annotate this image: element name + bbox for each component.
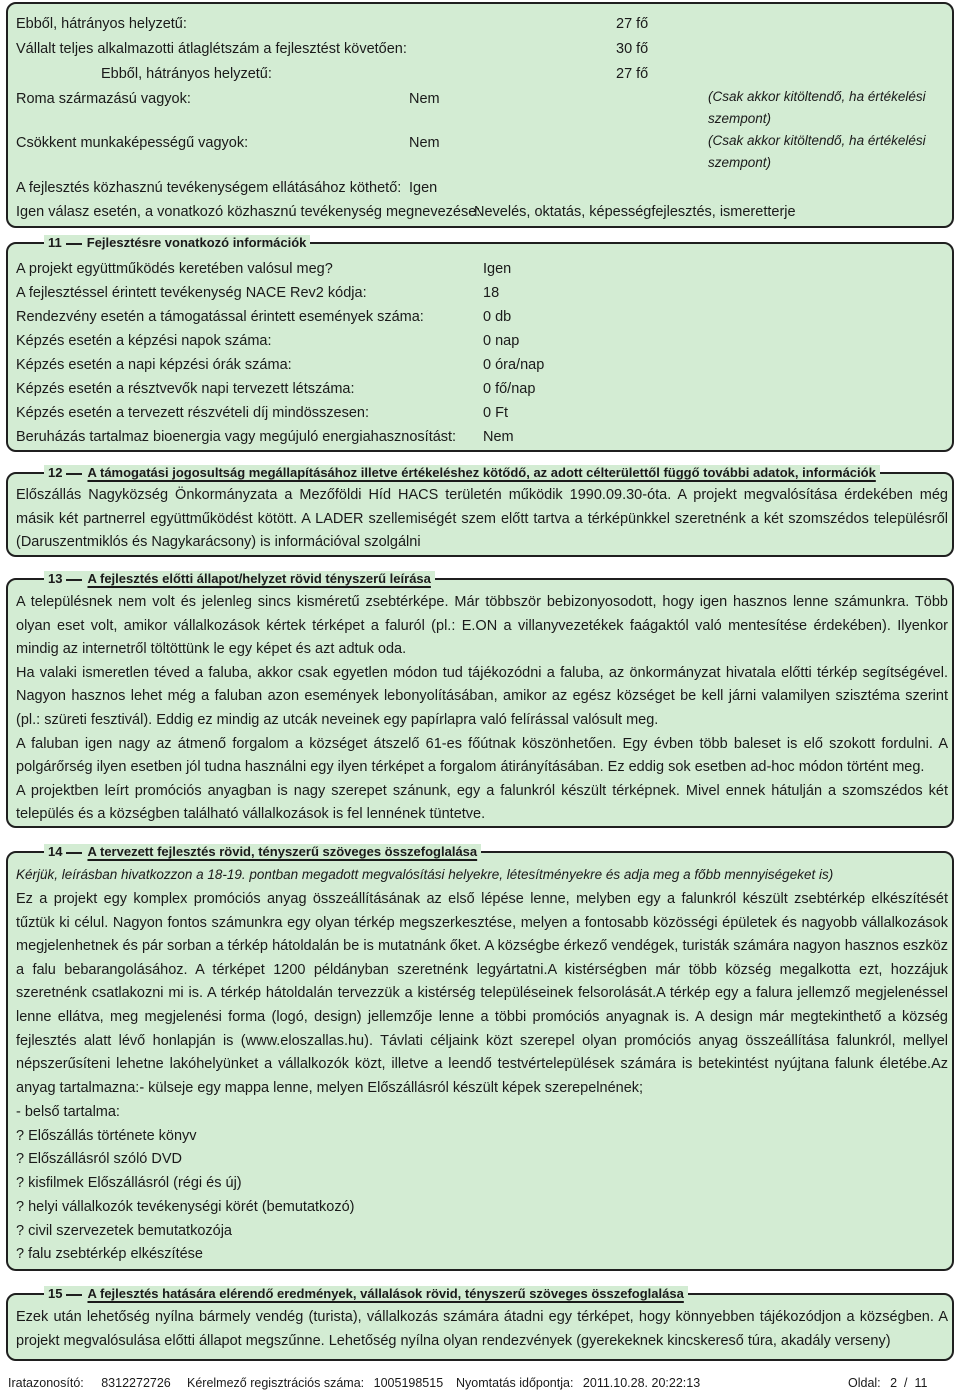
s11-row-value: Igen [483,261,512,277]
section-13-paragraph: A településnek nem volt és jelenleg sincs kisméretű zsebtérképe. Már többször bebizonyosodott, hogy igen hasznos lenne számunkra. Több olyan eset volt, amikor vállalkozások kértek térképet a faluról (pl.: E.ON a villanyvezetékek faágaktól való mentesítése érdekében). Ilyenkor mindig az internetről töltöttünk le egy képet és azt adtuk oda. [16,594,948,658]
section-13-paragraph: Ha valaki ismeretlen téved a faluba, akkor csak egyetlen módon tud tájékozódni a faluba, az önkormányzat hivatala előtti térkép segítségével. Nagyon hasznos lehet még a faluban azon események lebonyolításában, amikor az egész községet be kell járni valamilyen szisztéma szerint (pl.: szüreti fesztivál). Eddig ez mindig az utcák neveinek egy papírlapra való felírással valósult meg. [16,664,948,728]
section-13-box [6,571,954,828]
list-item: ? kisfilmek Előszállásról (régi és új) [16,1175,242,1192]
row-headcount-label: Vállalt teljes alkalmazotti átlaglétszám a fejlesztést követően: [16,41,407,57]
section-12-title: A támogatási jogosultság megállapításához illetve értékeléshez kötődő, az adott célterülettől függő további adatok, információk [87,465,876,480]
s11-row-value: 0 óra/nap [483,357,545,373]
list-item: - belső tartalma: [16,1104,120,1120]
section-12-text: Előszállás Nagyközség Önkormányzata a Mezőföldi Híd HACS területén működik 1990.09.30-óta. A projekt megvalósítása érdekében még másik két partnerrel együttműködést kötött. A LADER szellemiségét szem előtt tartva a térképünkkel szeretnénk a két szomszédos településről (Daruszentmiklós és Nagykarácsony) is információval szolgálni [16,487,948,551]
footer-doc-id-value: 8312272726 [101,1376,171,1390]
footer-registration-value: 1005198515 [373,1376,444,1390]
public-activity-label: Igen válasz esetén, a vonatkozó közhasznú tevékenység megnevezése: [16,204,481,220]
section-13-body [16,591,948,827]
s11-row-label: Képzés esetén a résztvevők napi tervezett létszáma: [16,381,355,397]
row-disadvantaged-1-label: Ebből, hátrányos helyzetű: [16,16,187,32]
section-14-instruction: Kérjük, leírásban hivatkozzon a 18-19. pontban megadott megvalósítási helyekre, létesítményekre és adja meg a főbb mennyiségeket is) [16,867,834,882]
row-disadvantaged-1-value: 27 fő [616,16,649,32]
list-item: ? civil szervezetek bemutatkozója [16,1222,232,1239]
heading-dash [66,579,82,581]
footer-page [848,1376,927,1390]
section-15-title: A fejlesztés hatására elérendő eredmények, vállalások rövid, tényszerű szöveges összefoglalása [87,1286,684,1301]
roma-label: Roma származású vagyok: [16,91,191,107]
list-item: ? Előszállás története könyv [16,1127,197,1144]
heading-dash [66,1294,82,1296]
s11-row-value: 0 Ft [483,405,508,421]
section-12-heading [44,465,880,481]
s11-row-value: 0 nap [483,333,520,349]
section-14-heading [44,844,481,860]
footer-registration-label: Kérelmező regisztrációs száma: [187,1376,365,1390]
row-disadvantaged-2-value: 27 fő [616,66,649,82]
public-benefit-value: Igen [409,180,438,196]
section-15-text: Ezek után lehetőség nyílna bármely vendég (turista), vállalkozás számára átadni egy térképet, hogy könnyebben tájékozódjon a községben. A projekt megvalósulása előtti állapot megszűnne. Lehetőség nyílna olyan rendezvények (gyerekeknek kincskereső túra, akadály verseny) [16,1309,948,1349]
section-14-title: A tervezett fejlesztés rövid, tényszerű szöveges összefoglalása [87,844,478,859]
s11-row-label: A fejlesztéssel érintett tevékenység NACE Rev2 kódja: [16,285,367,301]
section-13-heading [44,571,435,587]
heading-dash [66,852,82,854]
list-item: ? helyi vállalkozók tevékenységi körét (bemutatkozó) [16,1198,355,1215]
disabled-note-line1: (Csak akkor kitöltendő, ha értékelési [708,133,926,148]
s11-row-value: 0 fő/nap [483,381,536,397]
heading-dash [66,473,82,475]
roma-value: Nem [409,91,440,107]
section-11-number: 11 [48,235,62,250]
section-11-title: Fejlesztésre vonatkozó információk [86,235,307,250]
section-14-list [16,1101,355,1267]
section-14-box [6,844,954,1271]
section-13-paragraph: A projektben leírt promóciós anyagban is nagy szerepet szánunk, egy a falunkról készült térképnek. Mivel ennek hátulján a szomszédos két település és a községben található vállalkozások is fel lennének tüntetve. [16,782,948,823]
s11-row-label: Rendezvény esetén a támogatással érintett események száma: [16,309,424,325]
footer-page-value: 2 / 11 [890,1376,928,1390]
section-13-title: A fejlesztés előtti állapot/helyzet rövid tényszerű leírása [87,571,431,586]
section-14-number: 14 [48,844,63,859]
footer-print-time [456,1376,700,1390]
list-item: ? Előszállásról szóló DVD [16,1151,183,1168]
s11-row-value: 18 [483,285,500,301]
top-section-box [6,2,954,228]
public-activity-value: Nevelés, oktatás, képességfejlesztés, ismeretterje [474,204,796,220]
heading-dash [66,243,82,245]
section-14-paragraph: Ez a projekt egy komplex promóciós anyag összeállításának az első lépése lenne, melyben egy a falunkról készült zsebtérkép elkészítését tűztük ki célul. Nagyon fontos számunkra egy olyan térkép megszerkesztése, melyen a fontosabb közösségi épületek és nagyobb vállalkozások megjelenhetnek és pár sorban a térkép hátoldalán be is mutatnánk őket. A községbe érkező vendégek, turisták számára nagyon hasznos eszköz a falu bebarangolásához. A térképet 1200 példányban szeretnénk legyártatni.A kistérségben már több község megalkotta ezt, hozzájuk szeretnénk csatlakozni mi is. A térkép hátoldalán tervezzük a kistérség településeinek felsorolását.A térkép egy a falura jellemző megjelenéssel lenne ellátva, meg megjelenési forma (logó, design) jellemzője lenne a többi promóciós anyagnak is. A design már megtekinthető a község fejlesztés alatt lévő honlapján is (www.eloszallas.hu). Távlati céljaink közt szerepel olyan promóciós anyag összeállítása falunkról, mellyel népszerűsíteni lehetne lakóhelyünket a vállalkozók közt, illetve a leendő testvértelepülések számára is betekintést nyújtana falunk életébe.Az anyag tartalmazna:- külseje egy mappa lenne, melyen Előszállásról készült képek szerepelnének; [16,891,948,1096]
section-11-heading [44,235,310,251]
section-12-box [6,465,954,557]
footer-doc-id [8,1376,171,1390]
roma-note-line1: (Csak akkor kitöltendő, ha értékelési [708,89,926,104]
section-13-number: 13 [48,571,63,586]
disabled-label: Csökkent munkaképességű vagyok: [16,135,249,151]
row-headcount-value: 30 fő [616,41,649,57]
footer-doc-id-label: Iratazonosító: [8,1376,84,1390]
disabled-note-line2: szempont) [708,155,772,170]
s11-row-value: 0 db [483,309,512,325]
section-11-box [6,235,954,452]
footer-registration [187,1376,443,1390]
roma-note-line2: szempont) [708,111,772,126]
footer-print-time-label: Nyomtatás időpontja: [456,1376,574,1390]
s11-row-value: Nem [483,429,514,445]
section-15-box [6,1286,954,1361]
s11-row-label: Beruházás tartalmaz bioenergia vagy megújuló energiahasznosítást: [16,429,457,445]
disabled-value: Nem [409,135,440,151]
s11-row-label: Képzés esetén a tervezett részvételi díj mindösszesen: [16,405,370,421]
s11-row-label: A projekt együttműködés keretében valósul meg? [16,261,333,277]
row-disadvantaged-2-label: Ebből, hátrányos helyzetű: [101,66,272,82]
footer-page-label: Oldal: [848,1376,881,1390]
s11-row-label: Képzés esetén a napi képzési órák száma: [16,357,292,373]
list-item: ? falu zsebtérkép elkészítése [16,1246,203,1263]
section-12-number: 12 [48,465,63,480]
section-15-heading [44,1286,688,1302]
section-15-number: 15 [48,1286,63,1301]
section-13-paragraph: A faluban igen nagy az átmenő forgalom a községet átszelő 61-es főútnak köszönhetően. Egy évben több baleset is elő szokott fordulni. A polgárőrség ilyen esetben jól tudna használni egy ilyen térképet a forgalom átirányításában. Ez eddig sok esetben ad-hoc módon történt meg. [16,735,948,776]
footer-print-time-value: 2011.10.28. 20:22:13 [582,1376,701,1390]
s11-row-label: Képzés esetén a képzési napok száma: [16,333,272,349]
public-benefit-label: A fejlesztés közhasznú tevékenységem ellátásához köthető: [16,180,402,196]
